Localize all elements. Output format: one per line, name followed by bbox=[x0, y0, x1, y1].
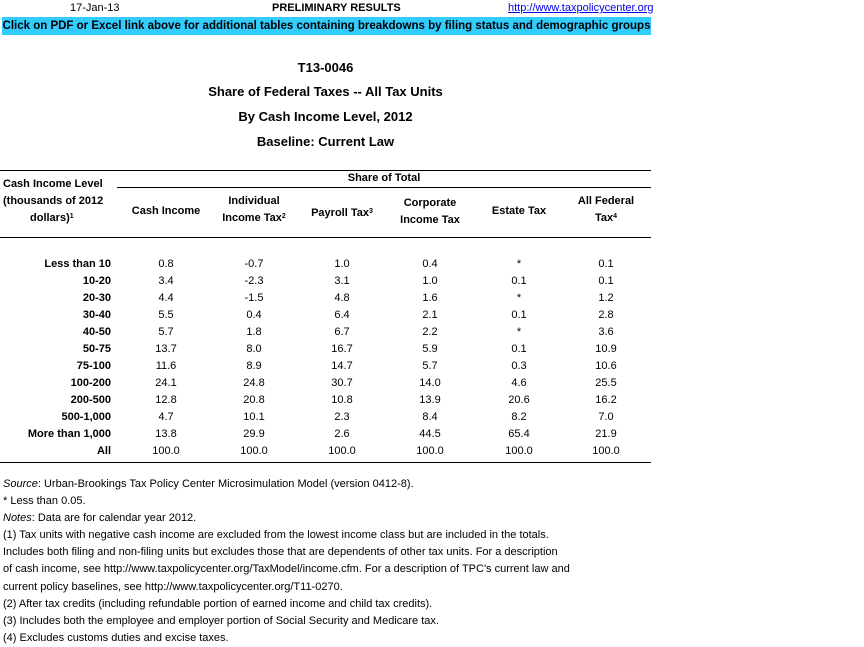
row-label: 10-20 bbox=[82, 275, 111, 287]
row-label: 75-100 bbox=[76, 360, 111, 372]
cell-cash: 0.8 bbox=[158, 258, 174, 270]
page-subtitle: By Cash Income Level, 2012 bbox=[238, 109, 413, 124]
table-row bbox=[0, 307, 651, 324]
page-title: Share of Federal Taxes -- All Tax Units bbox=[208, 84, 443, 99]
row-label: 100-200 bbox=[70, 377, 111, 389]
cell-all: 2.8 bbox=[598, 309, 614, 321]
cell-ind: 0.4 bbox=[246, 309, 262, 321]
cell-pay: 6.7 bbox=[334, 326, 350, 338]
cell-ind: 8.0 bbox=[246, 343, 262, 355]
cell-cash: 5.5 bbox=[158, 309, 174, 321]
table-id: T13-0046 bbox=[297, 60, 354, 75]
row-label: More than 1,000 bbox=[27, 428, 111, 440]
cell-cash: 3.4 bbox=[158, 275, 174, 287]
cell-ind: 10.1 bbox=[243, 411, 265, 423]
col-individual-income-tax: Individual Income Tax$^2$ bbox=[222, 195, 286, 224]
table-row bbox=[0, 273, 651, 290]
cell-estate: 0.1 bbox=[511, 343, 527, 355]
income-level-header: Cash Income Level (thousands of 2012 dollars)$^1$ bbox=[3, 178, 104, 224]
cell-pay: 2.6 bbox=[334, 428, 350, 440]
cell-ind: 8.9 bbox=[246, 360, 262, 372]
table-row bbox=[0, 256, 651, 273]
cell-all: 100.0 bbox=[592, 445, 620, 457]
col-all-federal-tax: All Federal Tax$^4$ bbox=[577, 195, 635, 224]
col-corporate-income-tax: Corporate Income Tax bbox=[400, 197, 460, 226]
cell-all: 0.1 bbox=[598, 275, 614, 287]
cell-cash: 13.8 bbox=[155, 428, 177, 440]
notes-note: Notes: Data are for calendar year 2012. bbox=[3, 512, 197, 525]
cell-all: 7.0 bbox=[598, 411, 614, 423]
footnote-1-line-3: of cash income, see http://www.taxpolicycenter.org/TaxModel/income.cfm. For a description of TPC's current law and bbox=[3, 563, 570, 576]
footnote-4: (4) Excludes customs duties and excise taxes. bbox=[3, 631, 229, 644]
table-row bbox=[0, 375, 651, 392]
cell-all: 1.2 bbox=[598, 292, 614, 304]
row-label: 30-40 bbox=[82, 309, 111, 321]
date-label: 17-Jan-13 bbox=[70, 2, 120, 14]
row-label: All bbox=[96, 445, 111, 457]
footnotes bbox=[3, 476, 570, 647]
cell-cash: 5.7 bbox=[158, 326, 174, 338]
table-row bbox=[0, 443, 651, 460]
cell-corp: 1.6 bbox=[422, 292, 438, 304]
table-row bbox=[0, 324, 651, 341]
cell-all: 10.6 bbox=[595, 360, 617, 372]
col-cash-income: Cash Income bbox=[131, 205, 201, 217]
footnote-2: (2) After tax credits (including refundable portion of earned income and child tax credits). bbox=[3, 597, 433, 610]
cell-all: 25.5 bbox=[595, 377, 617, 389]
cell-estate: 20.6 bbox=[508, 394, 530, 406]
row-label: 200-500 bbox=[70, 394, 111, 406]
cell-estate: 100.0 bbox=[505, 445, 533, 457]
cell-corp: 5.9 bbox=[422, 343, 438, 355]
cell-ind: 24.8 bbox=[243, 377, 265, 389]
cell-pay: 6.4 bbox=[334, 309, 350, 321]
col-estate-tax: Estate Tax bbox=[491, 205, 547, 217]
cell-all: 21.9 bbox=[595, 428, 617, 440]
cell-corp: 13.9 bbox=[419, 394, 441, 406]
group-header-rule bbox=[117, 187, 651, 188]
cell-all: 3.6 bbox=[598, 326, 614, 338]
taxpolicycenter-link[interactable]: http://www.taxpolicycenter.org bbox=[508, 2, 654, 14]
cell-estate: 0.1 bbox=[511, 309, 527, 321]
cell-pay: 10.8 bbox=[331, 394, 353, 406]
table-row bbox=[0, 392, 651, 409]
less-than-note: * Less than 0.05. bbox=[3, 495, 86, 508]
col-payroll-tax: Payroll Tax$^3$ bbox=[311, 207, 373, 219]
cell-estate: 65.4 bbox=[508, 428, 530, 440]
cell-estate: * bbox=[516, 258, 522, 270]
footnote-3: (3) Includes both the employee and employer portion of Social Security and Medicare tax. bbox=[3, 614, 439, 627]
cell-cash: 12.8 bbox=[155, 394, 177, 406]
table-row bbox=[0, 426, 651, 443]
cell-pay: 1.0 bbox=[334, 258, 350, 270]
cell-cash: 11.6 bbox=[155, 360, 177, 372]
cell-corp: 0.4 bbox=[422, 258, 438, 270]
row-label: 40-50 bbox=[82, 326, 111, 338]
share-of-total-header: Share of Total bbox=[347, 172, 421, 184]
cell-estate: 8.2 bbox=[511, 411, 527, 423]
cell-cash: 100.0 bbox=[152, 445, 180, 457]
table-row bbox=[0, 341, 651, 358]
cell-ind: -2.3 bbox=[244, 275, 264, 287]
cell-corp: 2.1 bbox=[422, 309, 438, 321]
row-label: 500-1,000 bbox=[61, 411, 111, 423]
footnote-1-line-2: Includes both filing and non-filing units but excludes those that are dependents of other tax units. For a description bbox=[3, 546, 558, 559]
cell-ind: -1.5 bbox=[244, 292, 264, 304]
row-label: 50-75 bbox=[82, 343, 111, 355]
cell-pay: 30.7 bbox=[331, 377, 353, 389]
cell-estate: 0.3 bbox=[511, 360, 527, 372]
cell-pay: 14.7 bbox=[331, 360, 353, 372]
cell-corp: 14.0 bbox=[419, 377, 441, 389]
cell-all: 16.2 bbox=[595, 394, 617, 406]
cell-corp: 8.4 bbox=[422, 411, 438, 423]
cell-cash: 24.1 bbox=[155, 377, 177, 389]
cell-pay: 2.3 bbox=[334, 411, 350, 423]
cell-corp: 5.7 bbox=[422, 360, 438, 372]
table-row bbox=[0, 358, 651, 375]
cell-estate: * bbox=[516, 326, 522, 338]
cell-estate: 0.1 bbox=[511, 275, 527, 287]
table-bottom-rule bbox=[0, 462, 651, 463]
cell-cash: 4.7 bbox=[158, 411, 174, 423]
cell-corp: 1.0 bbox=[422, 275, 438, 287]
source-note: Source: Urban-Brookings Tax Policy Center Microsimulation Model (version 0412-8). bbox=[3, 478, 414, 490]
cell-estate: * bbox=[516, 292, 522, 304]
cell-corp: 44.5 bbox=[419, 428, 441, 440]
row-label: Less than 10 bbox=[44, 258, 111, 270]
cell-cash: 4.4 bbox=[158, 292, 174, 304]
cell-all: 0.1 bbox=[598, 258, 614, 270]
cell-corp: 2.2 bbox=[422, 326, 438, 338]
cell-pay: 4.8 bbox=[334, 292, 350, 304]
cell-pay: 3.1 bbox=[334, 275, 350, 287]
baseline-title: Baseline: Current Law bbox=[256, 134, 395, 149]
cell-ind: 20.8 bbox=[243, 394, 265, 406]
footnote-1-line-1: (1) Tax units with negative cash income are excluded from the lowest income class but are included in the totals. bbox=[3, 529, 549, 542]
cell-all: 10.9 bbox=[595, 343, 617, 355]
cell-pay: 16.7 bbox=[331, 343, 353, 355]
cell-ind: -0.7 bbox=[244, 258, 264, 270]
header-bottom-rule bbox=[0, 237, 651, 238]
footnote-1-line-4: current policy baselines, see http://www.taxpolicycenter.org/T11-0270. bbox=[3, 580, 343, 593]
info-banner: Click on PDF or Excel link above for additional tables containing breakdowns by filing status and demographic groups bbox=[2, 17, 651, 35]
cell-cash: 13.7 bbox=[155, 343, 177, 355]
cell-ind: 100.0 bbox=[240, 445, 268, 457]
row-label: 20-30 bbox=[82, 292, 111, 304]
cell-estate: 4.6 bbox=[511, 377, 527, 389]
cell-ind: 29.9 bbox=[243, 428, 265, 440]
cell-ind: 1.8 bbox=[246, 326, 262, 338]
cell-corp: 100.0 bbox=[416, 445, 444, 457]
status-label: PRELIMINARY RESULTS bbox=[272, 2, 401, 14]
table-row bbox=[0, 290, 651, 307]
cell-pay: 100.0 bbox=[328, 445, 356, 457]
table-row bbox=[0, 409, 651, 426]
